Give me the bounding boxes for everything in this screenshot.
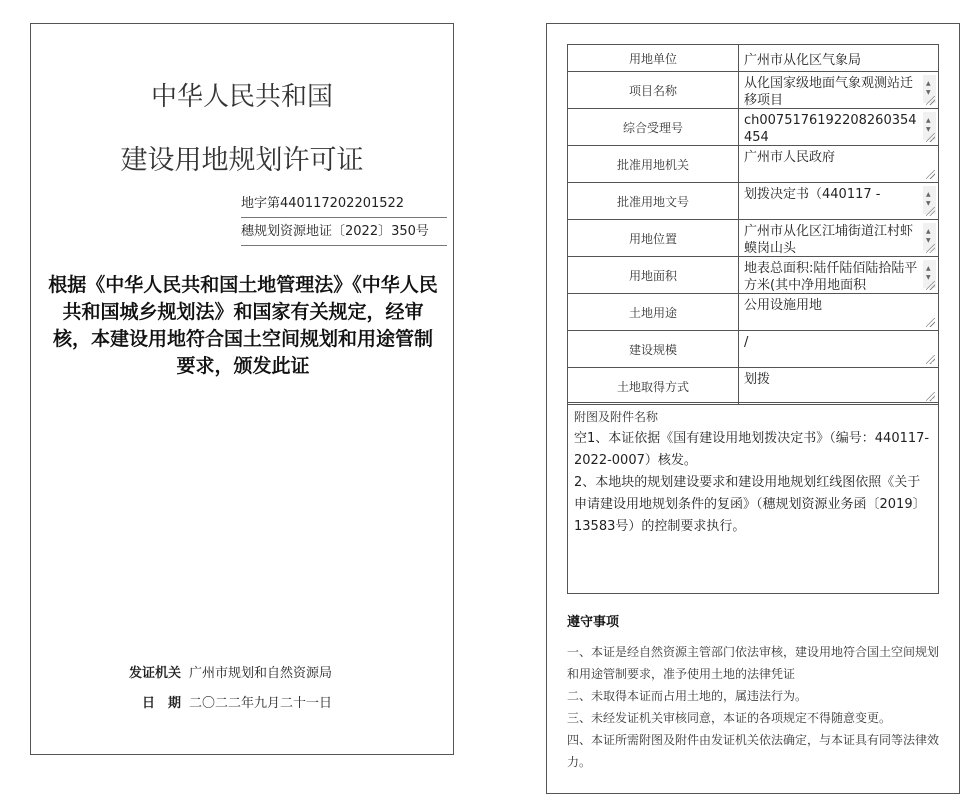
resize-handle-icon[interactable] <box>926 281 935 290</box>
land-info-table <box>567 44 939 405</box>
land-location-textarea[interactable]: 广州市从化区江埔街道江村虾蟆岗山头 ▲ ▼ <box>739 220 938 256</box>
date-row <box>109 692 332 711</box>
value-cell <box>739 183 939 220</box>
document-number: 穗规划资源地证〔2022〕350号 <box>241 220 447 246</box>
approving-authority-textarea[interactable]: 广州市人民政府 <box>739 146 938 182</box>
row-label: 土地用途 <box>568 294 739 331</box>
value-cell <box>739 146 939 183</box>
resize-handle-icon[interactable] <box>926 244 935 253</box>
license-number: 地字第440117202201522 <box>241 192 447 218</box>
project-name-textarea[interactable]: 从化国家级地面气象观测站迁移项目 ▲ ▼ <box>739 72 938 108</box>
license-cover-panel <box>30 23 454 755</box>
issuer-label: 发证机关 <box>128 666 181 681</box>
resize-handle-icon[interactable] <box>926 392 935 401</box>
resize-handle-icon[interactable] <box>926 207 935 216</box>
table-row <box>568 146 939 183</box>
resize-handle-icon[interactable] <box>926 133 935 142</box>
title-country: 中华人民共和国 <box>150 82 333 112</box>
row-label: 批准用地机关 <box>568 146 739 183</box>
row-label: 批准用地文号 <box>568 183 739 220</box>
table-row <box>568 72 939 109</box>
table-row <box>568 368 939 405</box>
date-value: 二〇二二年九月二十一日 <box>189 696 333 711</box>
acquisition-method-textarea[interactable]: 划拨 <box>739 368 938 404</box>
value-cell <box>739 109 939 146</box>
value-cell <box>739 220 939 257</box>
row-label: 用地单位 <box>568 45 739 72</box>
construction-scale-textarea[interactable]: / <box>739 331 938 367</box>
issuer-row <box>109 662 332 681</box>
row-label: 用地位置 <box>568 220 739 257</box>
land-use-textarea[interactable]: 公用设施用地 <box>739 294 938 330</box>
table-row <box>568 183 939 220</box>
legal-statement: 根据《中华人民共和国土地管理法》《中华人民共和国城乡规划法》和国家有关规定，经审核，本建设用地符合国土空间规划和用途管制要求，颁发此证 <box>48 274 438 377</box>
table-row <box>568 294 939 331</box>
list-item: 四、本证所需附图及附件由发证机关依法确定，与本证具有同等法律效力。 <box>567 733 940 769</box>
list-item: 三、未经发证机关审核同意，本证的各项规定不得随意变更。 <box>567 711 892 725</box>
acceptance-number-textarea[interactable]: ch0075176192208260354454 ▲ ▼ <box>739 109 938 145</box>
land-area-textarea[interactable]: 地表总面积:陆仟陆佰陆拾陆平方米(其中净用地面积 ▲ ▼ <box>739 257 938 293</box>
value-cell <box>739 294 939 331</box>
attachments-box <box>567 402 939 594</box>
resize-handle-icon[interactable] <box>926 170 935 179</box>
title-license: 建设用地规划许可证 <box>120 145 364 176</box>
resize-handle-icon[interactable] <box>926 96 935 105</box>
value-cell <box>739 368 939 405</box>
row-label: 项目名称 <box>568 72 739 109</box>
attachments-text: 空1、本证依据《国有建设用地划拨决定书》（编号：440117-2022-0007）核发。 2、本地块的规划建设要求和建设用地规划红线图依照《关于申请建设用地规划条件的复函》（穗规划资源业务函〔2019〕13583号）的控制要求执行。 <box>574 431 930 534</box>
table-row <box>568 45 939 72</box>
table-row <box>568 109 939 146</box>
table-row <box>568 220 939 257</box>
observance-list <box>567 641 942 773</box>
table-row <box>568 331 939 368</box>
resize-handle-icon[interactable] <box>926 355 935 364</box>
row-label: 用地面积 <box>568 257 739 294</box>
license-detail-panel <box>546 23 960 794</box>
value-cell <box>739 257 939 294</box>
observance-title: 遵守事项 <box>567 615 620 630</box>
row-label: 土地取得方式 <box>568 368 739 405</box>
row-label: 建设规模 <box>568 331 739 368</box>
row-value: 广州市从化区气象局 <box>739 45 939 72</box>
attachments-title: 附图及附件名称 <box>574 410 659 424</box>
resize-handle-icon[interactable] <box>926 318 935 327</box>
issuer-value: 广州市规划和自然资源局 <box>189 666 333 681</box>
list-item: 二、未取得本证而占用土地的，属违法行为。 <box>567 689 808 703</box>
row-label: 综合受理号 <box>568 109 739 146</box>
date-label: 日 期 <box>141 696 181 711</box>
table-row <box>568 257 939 294</box>
approval-doc-number-textarea[interactable]: 划拨决定书（440117 - ▲ ▼ <box>739 183 938 219</box>
value-cell <box>739 72 939 109</box>
list-item: 一、本证是经自然资源主管部门依法审核，建设用地符合国土空间规划和用途管制要求，准予使用土地的法律凭证 <box>567 645 940 681</box>
value-cell <box>739 331 939 368</box>
